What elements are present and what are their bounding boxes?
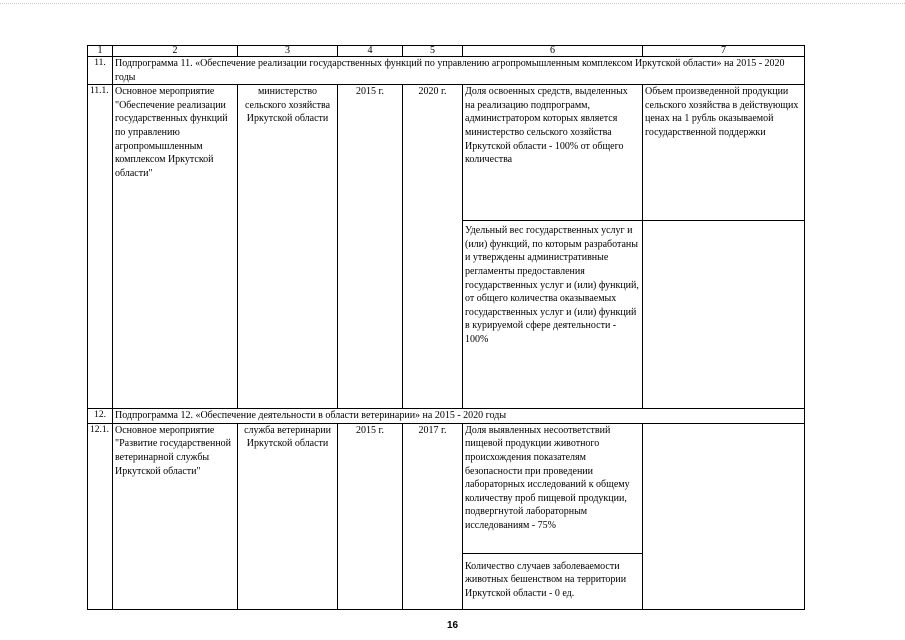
subprogram-number: 11. <box>88 57 113 85</box>
column-number: 7 <box>643 46 805 57</box>
column-number: 5 <box>403 46 463 57</box>
subprogram-title: Подпрограмма 11. «Обеспечение реализации государственных функций по управлению агропромышленным комплексом Иркутской области» на 2015 - 2020 годы <box>113 57 805 85</box>
event-start-year: 2015 г. <box>338 85 403 409</box>
indicator-text: Удельный вес государственных услуг и (или) функций, по которым разработаны и утверждены административные регламенты предоставления государственных услуг и (или) функций, от общего количества оказываемых государственных услуг и (или) функций в курируемой сфере деятельности - 100% <box>463 221 643 409</box>
event-name: Основное мероприятие "Развитие государственной ветеринарной службы Иркутской области" <box>113 423 238 609</box>
subprogram-row <box>88 57 805 85</box>
event-executor: министерство сельского хозяйства Иркутской области <box>238 85 338 409</box>
column-number: 2 <box>113 46 238 57</box>
indicator-text: Количество случаев заболеваемости животных бешенством на территории Иркутской области - 0 ед. <box>463 553 643 609</box>
indicator-text: Доля освоенных средств, выделенных на реализацию подпрограмм, администратором которых является министерство сельского хозяйства Иркутской области - 100% от общего количества <box>463 85 643 221</box>
column-number: 4 <box>338 46 403 57</box>
page-number: 16 <box>446 620 459 631</box>
event-end-year: 2020 г. <box>403 85 463 409</box>
column-number: 6 <box>463 46 643 57</box>
subprogram-title: Подпрограмма 12. «Обеспечение деятельности в области ветеринарии» на 2015 - 2020 годы <box>113 409 805 424</box>
column-number-row <box>88 46 805 57</box>
column-number: 1 <box>88 46 113 57</box>
event-start-year: 2015 г. <box>338 423 403 609</box>
event-row <box>88 423 805 553</box>
event-end-year: 2017 г. <box>403 423 463 609</box>
event-row <box>88 85 805 221</box>
event-number: 12.1. <box>88 423 113 609</box>
result-text <box>643 423 805 609</box>
indicator-text: Доля выявленных несоответствий пищевой продукции животного происхождения показателям безопасности при проведении лабораторных исследований к общему количеству проб пищевой продукции, подвергнутой лабораторным исследованиям - 75% <box>463 423 643 553</box>
event-name: Основное мероприятие "Обеспечение реализации государственных функций по управлению агропромышленным комплексом Иркутской области" <box>113 85 238 409</box>
result-empty-cell <box>643 221 805 409</box>
subprogram-row <box>88 409 805 424</box>
program-table <box>87 45 805 610</box>
event-number: 11.1. <box>88 85 113 409</box>
result-text: Объем произведенной продукции сельского хозяйства в действующих ценах на 1 рубль оказываемой государственной поддержки <box>643 85 805 221</box>
event-executor: служба ветеринарии Иркутской области <box>238 423 338 609</box>
subprogram-number: 12. <box>88 409 113 424</box>
column-number: 3 <box>238 46 338 57</box>
scan-top-edge <box>0 3 905 5</box>
